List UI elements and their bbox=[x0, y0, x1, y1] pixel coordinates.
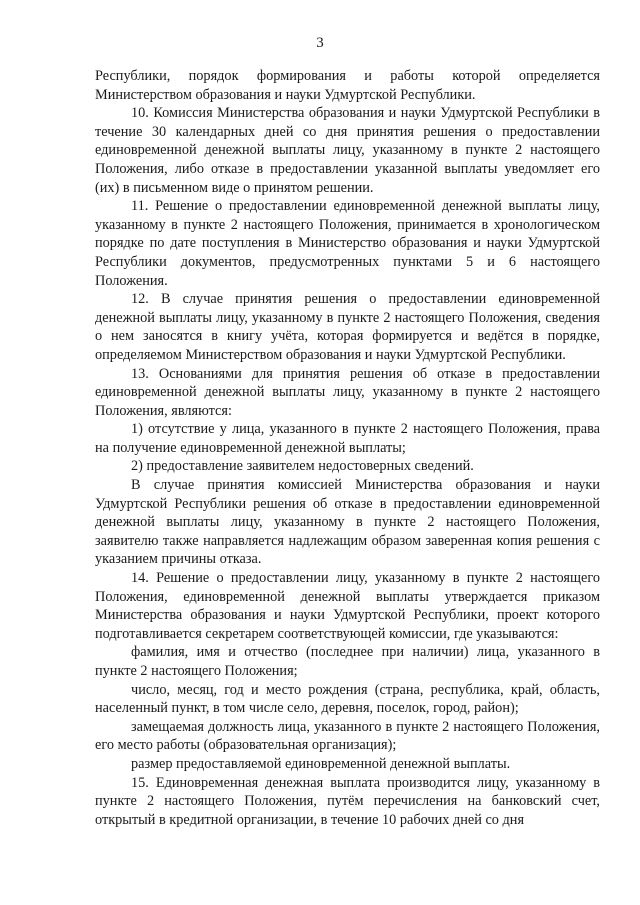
document-body bbox=[95, 67, 600, 829]
list-item-14-name: фамилия, имя и отчество (последнее при наличии) лица, указанного в пункте 2 настоящего Положения; bbox=[95, 644, 600, 679]
paragraph-11: 11. Решение о предоставлении единовременной денежной выплаты лицу, указанному в пункте 2 настоящего Положения, принимается в хронологическом порядке по дате поступления в Министерство образования и науки Удмуртской Республики документов, предусмотренных пунктами 5 и 6 настоящего Положения. bbox=[95, 198, 600, 289]
paragraph-continuation: Республики, порядок формирования и работы которой определяется Министерством образования и науки Удмуртской Республики. bbox=[95, 68, 600, 103]
page-number: 3 bbox=[316, 35, 324, 51]
paragraph-12: 12. В случае принятия решения о предоставлении единовременной денежной выплаты лицу, указанному в пункте 2 настоящего Положения, сведения о нем заносятся в книгу учёта, которая формируется и ведётся в порядке, определяемом Министерством образования и науки Удмуртской Республики. bbox=[95, 291, 600, 363]
paragraph-13: 13. Основаниями для принятия решения об отказе в предоставлении единовременной денежной выплаты лицу, указанному в пункте 2 настоящего Положения, являются: bbox=[95, 365, 600, 419]
list-item-14-position: замещаемая должность лица, указанного в пункте 2 настоящего Положения, его место работы (образовательная организация); bbox=[95, 718, 600, 754]
paragraph-10: 10. Комиссия Министерства образования и науки Удмуртской Республики в течение 30 календарных дней со дня принятия решения о предоставлении единовременной денежной выплаты лицу, указанному в пункте 2 настоящего Положения, либо отказе в предоставлении указанной выплаты уведомляет его (их) в письменном виде о принятом решении. bbox=[95, 105, 600, 196]
paragraph-15: 15. Единовременная денежная выплата производится лицу, указанному в пункте 2 настоящего Положения, путём перечисления на банковский счет, открытый в кредитной организации, в течение 10 рабочих дней со дня bbox=[95, 774, 600, 828]
list-item-14-amount: размер предоставляемой единовременной денежной выплаты. bbox=[131, 755, 511, 772]
list-item-13-2: 2) предоставление заявителем недостоверных сведений. bbox=[131, 458, 474, 475]
list-item-13-1: 1) отсутствие у лица, указанного в пункте 2 настоящего Положения, права на получение единовременной денежной выплаты; bbox=[95, 421, 600, 456]
list-item-14-birth: число, месяц, год и место рождения (страна, республика, край, область, населенный пункт, в том числе село, деревня, поселок, город, район); bbox=[95, 681, 600, 717]
paragraph-14: 14. Решение о предоставлении лицу, указанному в пункте 2 настоящего Положения, единовременной денежной выплаты утверждается приказом Министерства образования и науки Удмуртской Республики, проект которого подготавливается секретарем соответствующей комиссии, где указываются: bbox=[95, 570, 600, 642]
paragraph-refusal-notice: В случае принятия комиссией Министерства образования и науки Удмуртской Республики решения об отказе в предоставлении единовременной денежной выплаты лицу, указанному в пункте 2 настоящего Положения, заявителю также направляется надлежащим образом заверенная копия решения с указанием причины отказа. bbox=[95, 477, 600, 568]
